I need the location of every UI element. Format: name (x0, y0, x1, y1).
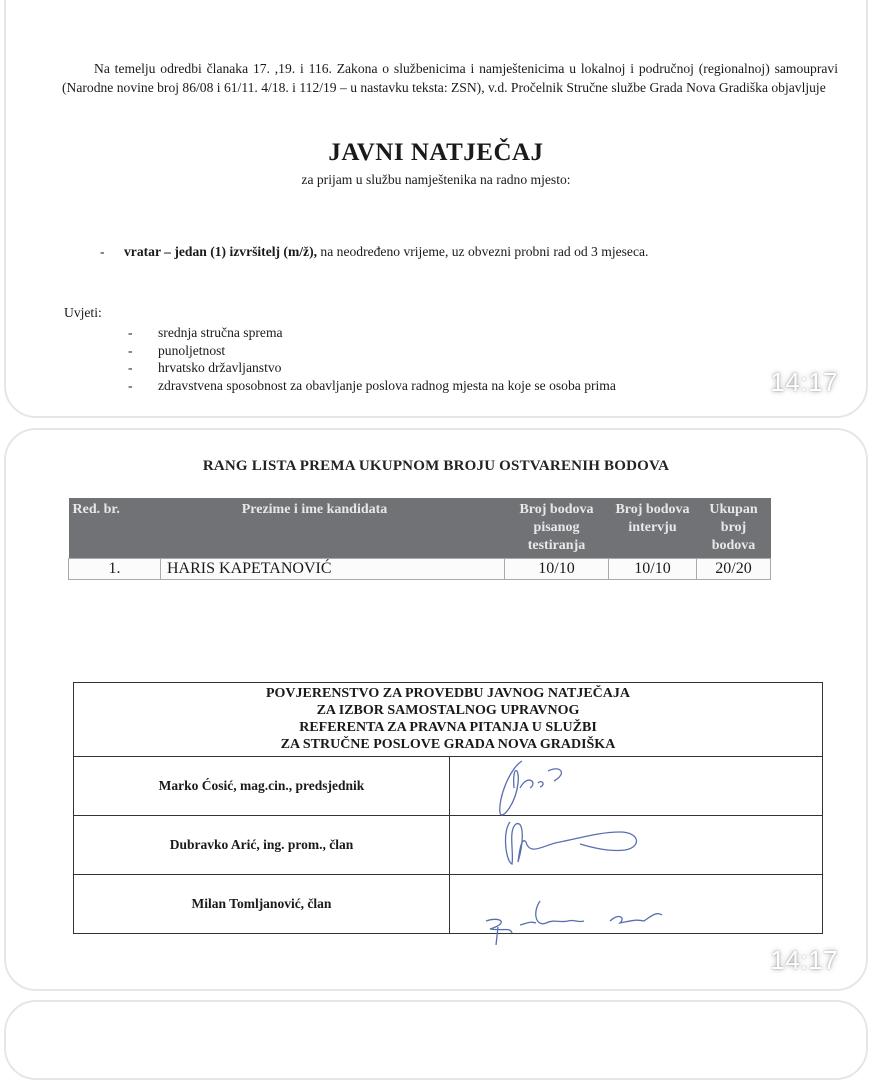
intro-text: Na temelju odredbi članaka 17. ,19. i 116. Zakona o službenicima i namještenicima u lokalnoj i područnoj (regionalnoj) samoupravi (Narodne novine broj 86/08 i 61/11. 4/18. i 112/19 – u nastavku teksta: ZSN), v.d. Pročelnik Stručne službe Grada Nova Gradiška objavljuje (62, 61, 838, 95)
member-name: Milan Tomljanović, član (74, 875, 450, 934)
committee-title: POVJERENSTVO ZA PROVEDBU JAVNOG NATJEČAJA ZA IZBOR SAMOSTALNOG UPRAVNOG REFERENTA ZA PRAVNA PITANJA U SLUŽBI ZA STRUČNE POSLOVE GRADA NOVA GRADIŠKA (74, 683, 823, 757)
message-bubble-next[interactable] (4, 1000, 868, 1080)
rank-table (68, 498, 771, 580)
condition-item: - hrvatsko državljanstvo (128, 360, 282, 376)
condition-item: - srednja stručna sprema (128, 325, 283, 340)
cell-total-score: 20/20 (697, 559, 771, 580)
cell-number: 1. (69, 559, 161, 580)
cell-written-score: 10/10 (505, 559, 609, 580)
table-row (69, 559, 771, 580)
message-bubble-announcement[interactable] (4, 0, 868, 418)
message-bubble-results[interactable] (4, 428, 868, 991)
col-header-name: Prezime i ime kandidata (161, 498, 505, 559)
condition-item: - punoljetnost (128, 342, 226, 358)
committee-table (73, 682, 823, 934)
message-timestamp: 14:17 (770, 945, 838, 975)
intro-paragraph (62, 59, 838, 97)
signature-icon (450, 861, 830, 951)
condition-item: - zdravstvena sposobnost za obavljanje poslova radnog mjesta na koje se osoba prima (128, 377, 616, 393)
document-title: JAVNI NATJEČAJ (328, 139, 544, 166)
message-timestamp: 14:17 (770, 367, 838, 397)
document-image-page1 (6, 2, 866, 418)
member-name: Marko Ćosić, mag.cin., predsjednik (74, 757, 450, 816)
committee-member-row (74, 875, 823, 934)
conditions-list (128, 324, 616, 394)
col-header-number: Red. br. (69, 498, 161, 559)
cell-interview-score: 10/10 (609, 559, 697, 580)
cell-candidate-name: HARIS KAPETANOVIĆ (161, 559, 505, 580)
rank-list-title: RANG LISTA PREMA UKUPNOM BROJU OSTVARENIH BODOVA (202, 458, 670, 474)
rank-table-header (69, 498, 771, 559)
bullet-dash: - (100, 244, 105, 259)
document-subtitle: za prijam u službu namještenika na radno mjesto: (301, 172, 571, 187)
col-header-total: Ukupan broj bodova (697, 498, 771, 559)
col-header-written-test: Broj bodova pisanog testiranja (505, 498, 609, 559)
col-header-interview: Broj bodova intervju (609, 498, 697, 559)
position-details: na neodređeno vrijeme, uz obvezni probni rad od 3 mjeseca. (317, 244, 649, 259)
conditions-label: Uvjeti: (64, 305, 102, 320)
position-title: vratar – jedan (1) izvršitelj (m/ž), (124, 244, 318, 259)
committee-member-row (74, 757, 823, 816)
member-name: Dubravko Arić, ing. prom., član (74, 816, 450, 875)
signature-cell (450, 875, 823, 934)
